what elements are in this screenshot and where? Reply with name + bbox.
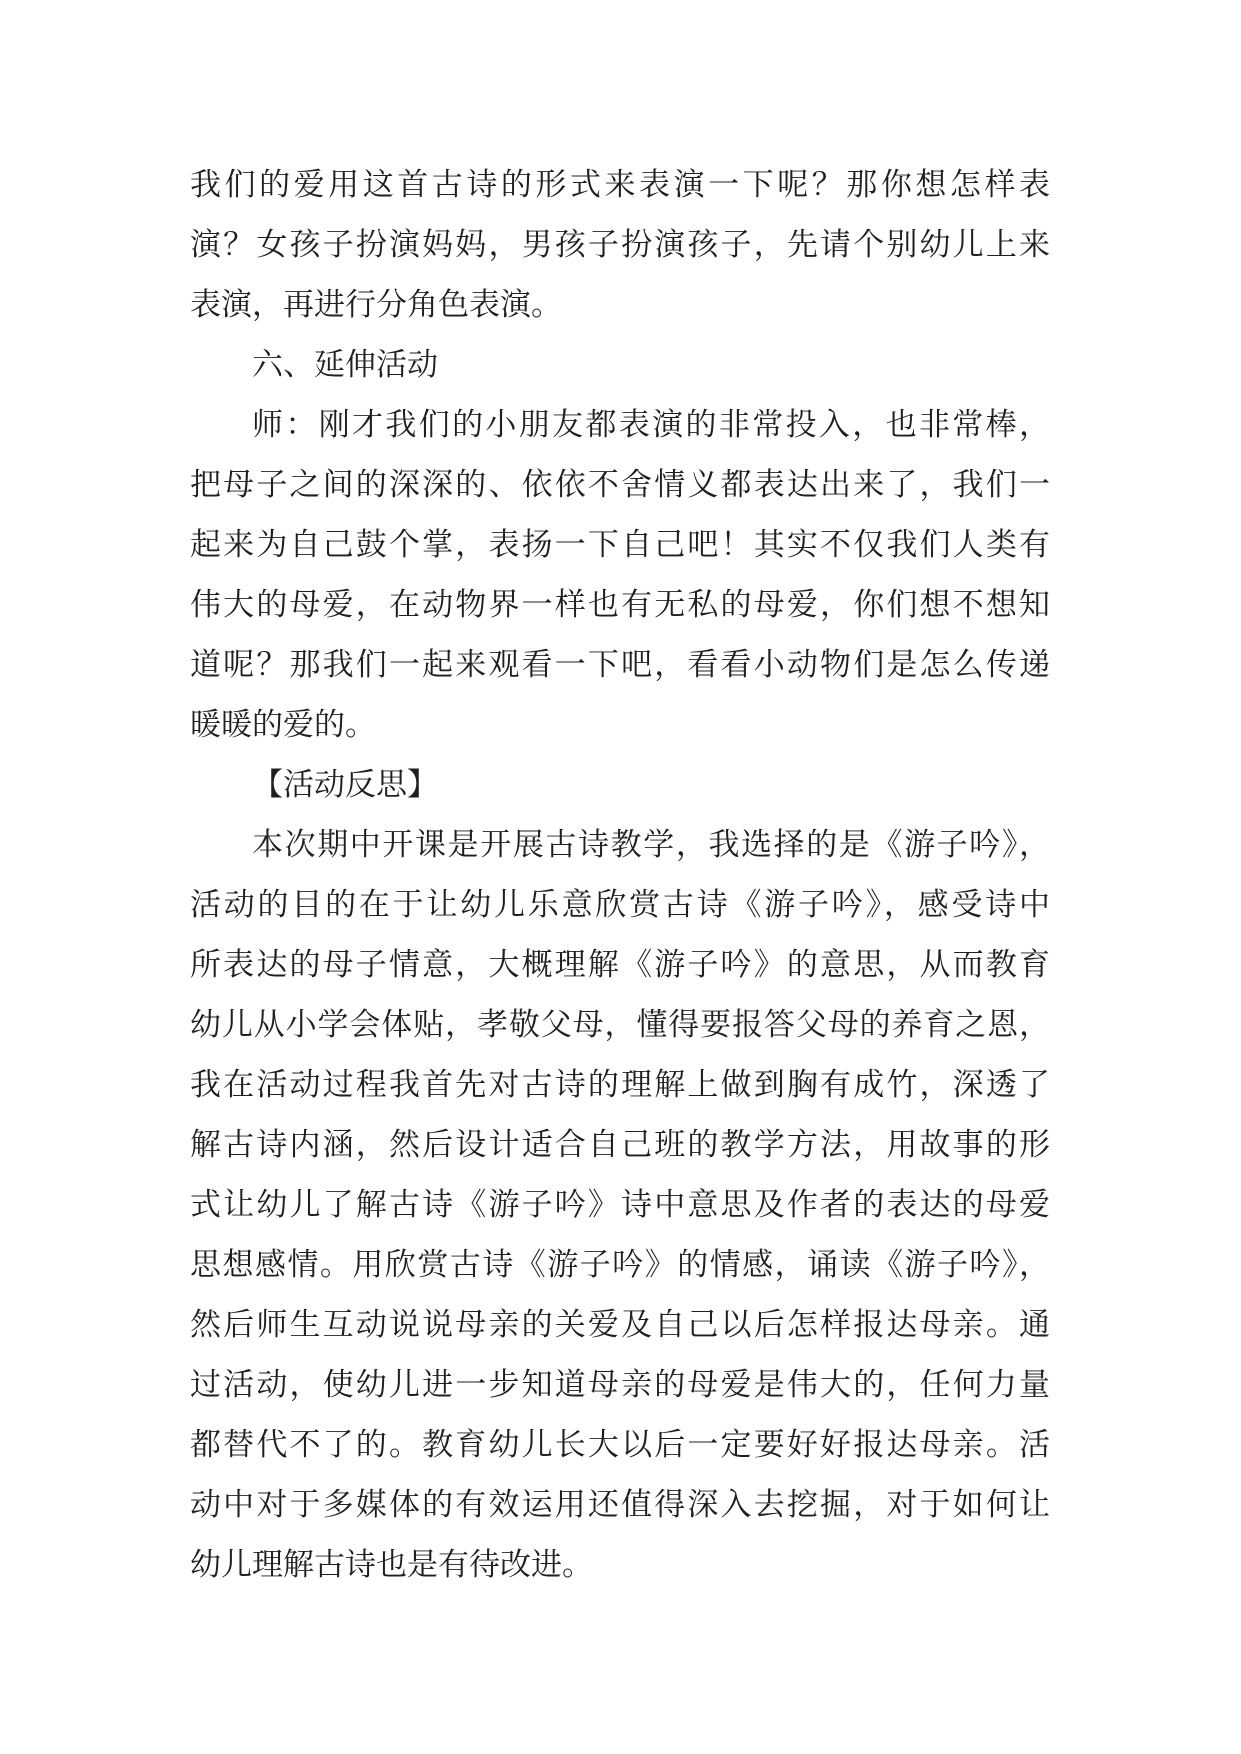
body-line: 本次期中开课是开展古诗教学，我选择的是《游子吟》， <box>252 827 1050 863</box>
body-line: 式让幼儿了解古诗《游子吟》诗中意思及作者的表达的母爱 <box>190 1187 1050 1223</box>
body-line: 道呢？那我们一起来观看一下吧，看看小动物们是怎么传递 <box>190 647 1050 683</box>
body-line: 起来为自己鼓个掌，表扬一下自己吧！其实不仅我们人类有 <box>190 527 1050 563</box>
body-line: 我们的爱用这首古诗的形式来表演一下呢？那你想怎样表 <box>190 167 1050 203</box>
body-line: 把母子之间的深深的、依依不舍情义都表达出来了，我们一 <box>190 467 1050 503</box>
body-line: 演？女孩子扮演妈妈，男孩子扮演孩子，先请个别幼儿上来 <box>190 227 1050 263</box>
body-line: 幼儿理解古诗也是有待改进。 <box>190 1547 593 1583</box>
body-line: 活动的目的在于让幼儿乐意欣赏古诗《游子吟》，感受诗中 <box>190 887 1050 923</box>
body-line: 解古诗内涵，然后设计适合自己班的教学方法，用故事的形 <box>190 1127 1050 1163</box>
body-line: 都替代不了的。教育幼儿长大以后一定要好好报达母亲。活 <box>190 1427 1050 1463</box>
section-heading-reflection: 【活动反思】 <box>252 767 438 803</box>
section-heading-extension-activity: 六、延伸活动 <box>252 347 438 383</box>
body-line: 过活动，使幼儿进一步知道母亲的母爱是伟大的，任何力量 <box>190 1367 1050 1403</box>
body-line: 所表达的母子情意，大概理解《游子吟》的意思，从而教育 <box>190 947 1050 983</box>
body-line: 暖暖的爱的。 <box>190 707 376 743</box>
body-line: 表演，再进行分角色表演。 <box>190 287 562 323</box>
body-line: 我在活动过程我首先对古诗的理解上做到胸有成竹，深透了 <box>190 1067 1050 1103</box>
body-line: 伟大的母爱，在动物界一样也有无私的母爱，你们想不想知 <box>190 587 1050 623</box>
body-line: 思想感情。用欣赏古诗《游子吟》的情感，诵读《游子吟》， <box>190 1247 1050 1283</box>
body-line: 动中对于多媒体的有效运用还值得深入去挖掘，对于如何让 <box>190 1487 1050 1523</box>
body-line: 师：刚才我们的小朋友都表演的非常投入，也非常棒， <box>252 407 1050 443</box>
body-line: 幼儿从小学会体贴，孝敬父母，懂得要报答父母的养育之恩， <box>190 1007 1050 1043</box>
document-body <box>190 155 1050 1595</box>
body-line: 然后师生互动说说母亲的关爱及自己以后怎样报达母亲。通 <box>190 1307 1050 1343</box>
